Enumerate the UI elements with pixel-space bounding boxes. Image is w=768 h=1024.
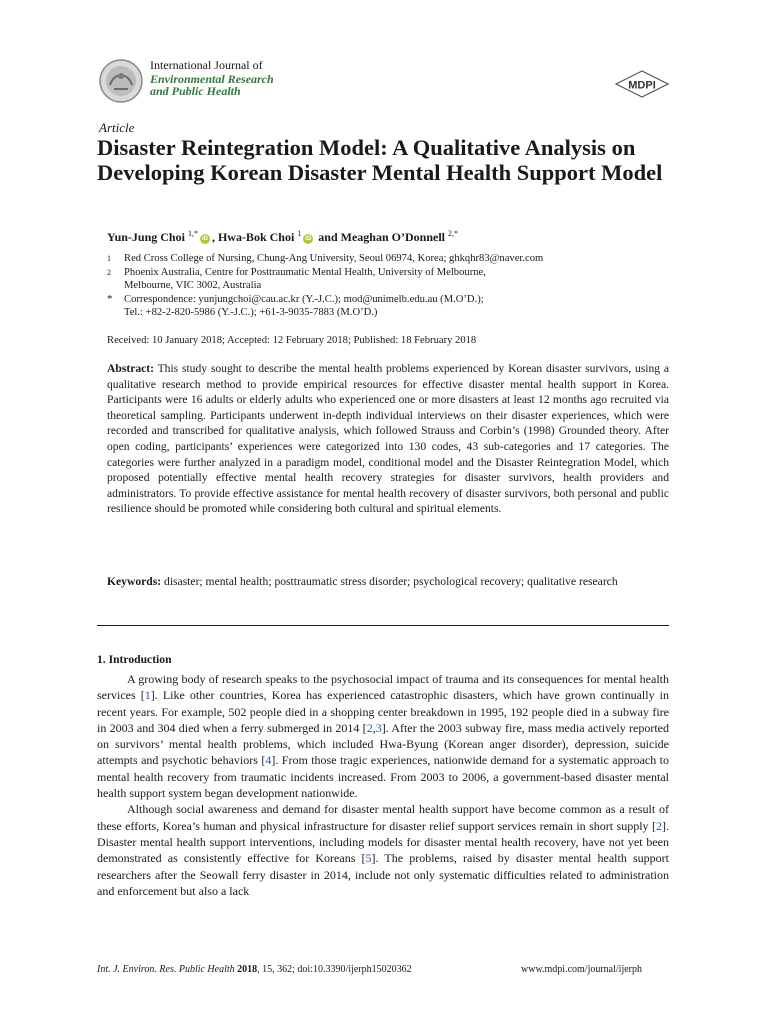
- paragraph-text: ]. After the 2003 subway fire, mass media actively reported on survivors’ mental health problems, which included Hwa-Byung (Korean anger disorder), depression, suicide attempts and psychotic behaviors [: [97, 720, 670, 768]
- affiliation-marker: 1: [107, 254, 111, 263]
- keywords-label: Keywords:: [107, 575, 162, 588]
- citation-link[interactable]: 2: [656, 818, 662, 833]
- section-body: [97, 671, 669, 899]
- author-name[interactable]: Hwa-Bok Choi: [217, 230, 295, 244]
- orcid-icon[interactable]: iD: [305, 236, 312, 242]
- author-name[interactable]: Yun-Jung Choi: [107, 230, 185, 244]
- affiliation-text: Red Cross College of Nursing, Chung-Ang University, Seoul 06974, Korea; ghkqhr83@naver.com: [124, 253, 544, 264]
- paragraph-text: ]. From those tragic experiences, nationwide demand for a systematic approach to mental health recovery from traumatic incidents increased. From 2003 to 2006, a government-based disaster mental health support system began development nationwide.: [97, 753, 669, 801]
- keywords: [107, 574, 669, 590]
- citation-link[interactable]: 3: [375, 720, 382, 735]
- journal-name-line1: International Journal of: [150, 58, 263, 72]
- paragraph-text: ]. Disaster mental health support interventions, including models for disaster mental health recovery, have not yet been demonstrated as consistently effective for Koreans [: [97, 818, 669, 866]
- author-name[interactable]: Meaghan O’Donnell: [340, 230, 445, 244]
- orcid-icon[interactable]: iD: [201, 236, 208, 242]
- abstract-text: This study sought to describe the mental health problems experienced by Korean disaster survivors, using a qualitative research method to provide empirical resources for effective disaster mental health support in Korea. Participants were 16 adults or elderly adults who experienced one or more disasters at least 12 months ago recruited via theoretical sampling. Participants underwent in-depth individual interviews on their disaster experiences, which were recorded and transcribed for qualitative analysis, which followed Strauss and Corbin’s (1998) Grounded theory. After open coding, participants’ experiences were categorized into 130 codes, 43 sub-categories and 17 categories. The categories were further analyzed in a paradigm model, conditional model and the Disaster Reintegration Model, which proposed potentially effective mental health recovery strategies for disaster survivors, health providers and administrators. To provide effective assistance for mental health recovery of disaster survivors, both personal and public resilience should be promoted while considering both cultural and spiritual elements.: [107, 362, 669, 516]
- section-heading: 1. Introduction: [97, 653, 172, 666]
- correspondence-phone: Tel.: +82-2-820-5986 (Y.-J.C.); +61-3-9035-7883 (M.O’D.): [124, 307, 378, 318]
- keywords-text: disaster; mental health; posttraumatic stress disorder; psychological recovery; qualitative research: [164, 575, 618, 588]
- journal-name-line3: and Public Health: [150, 84, 241, 98]
- affiliation-text: Melbourne, VIC 3002, Australia: [124, 280, 262, 291]
- mdpi-logo-text: MDPI: [628, 79, 656, 92]
- paragraph-text: ]. Like other countries, Korea has experienced catastrophic disasters, which have grown continually in recent years. For example, 502 people died in a shopping center breakdown in 1995, 192 people died in a subway fire in 2003 and 304 died when a ferry submerged in 2014 [: [97, 688, 669, 735]
- paragraph: [97, 801, 669, 899]
- abstract-label: Abstract:: [107, 362, 155, 375]
- affiliation-text: Phoenix Australia, Centre for Posttraumatic Mental Health, University of Melbourne,: [124, 266, 486, 278]
- journal-abbrev: Int. J. Environ. Res. Public Health: [97, 964, 235, 975]
- affiliations: [107, 252, 667, 320]
- author-list: Yun-Jung Choi $^{1,*}$iD , Hwa-Bok Choi $^1$iD and Meaghan O’Donnell $^{2,*}$: [107, 229, 458, 244]
- mdpi-logo-icon: [614, 70, 670, 98]
- paragraph-text: ]. The problems, raised by disaster mental health support researchers after the Seowall ferry disaster in 2014, include not only systematic difficulties related to administration and enforcement but also a lack: [97, 851, 669, 898]
- citation-link[interactable]: 1: [144, 688, 151, 703]
- correspondence-text[interactable]: Correspondence: yunjungchoi@cau.ac.kr (Y.-J.C.); mod@unimelb.edu.au (M.O’D.);: [124, 293, 484, 305]
- citation-link[interactable]: 5: [365, 851, 372, 866]
- article-title: Disaster Reintegration Model: A Qualitative Analysis on Developing Korean Disaster Mental Health Support Model: [97, 135, 663, 185]
- footer-year: 2018: [237, 964, 258, 975]
- journal-url[interactable]: www.mdpi.com/journal/ijerph: [521, 964, 642, 975]
- citation-link[interactable]: 4: [265, 753, 272, 768]
- author-connector: and: [318, 230, 338, 244]
- paragraph: A growing body of research speaks to the psychosocial impact of trauma and its consequences for mental health services [1]. Like other countries, Korea has experienced catastrophic disasters, which have grown continually in recent years. For example, 502 people died in a shopping center breakdown in 1995, 192 people died in a subway fire in 2003 and 304 died when a ferry submerged in 2014 [2,3]. After the 2003 subway fire, mass media actively reported on survivors’ mental health problems, which included Hwa-Byung (Korean anger disorder), depression, suicide attempts and psychotic behaviors [4]. From those tragic experiences, nationwide demand for a systematic approach to mental health recovery from traumatic incidents increased. From 2003 to 2006, a government-based disaster mental health support system began development nationwide.: [97, 672, 670, 801]
- correspondence: [107, 293, 667, 320]
- publication-dates: Received: 10 January 2018; Accepted: 12 February 2018; Published: 18 February 2018: [107, 335, 477, 346]
- article-type: Article: [99, 120, 135, 135]
- footer-doi: , 15, 362; doi:10.3390/ijerph15020362: [257, 964, 412, 975]
- journal-logo-icon: [98, 58, 144, 104]
- paragraph-text: A growing body of research speaks to the psychosocial impact of trauma and its consequences for mental health services [: [97, 672, 669, 703]
- correspondence-marker: *: [107, 292, 113, 305]
- affiliation-marker: 2: [107, 267, 111, 277]
- citation-footer: [97, 964, 412, 975]
- affiliation-1: [107, 252, 667, 266]
- author-affil-sup: 1: [297, 229, 302, 238]
- affiliation-2: [107, 266, 667, 293]
- paragraph-text: Although social awareness and demand for disaster mental health support have become common as a result of these efforts, Korea’s human and physical infrastructure for disaster relief support services remain in short supply [: [97, 802, 669, 833]
- journal-name-line2: Environmental Research: [150, 72, 274, 86]
- citation-link[interactable]: 2: [366, 720, 373, 735]
- author-affil-sup: 2,*: [448, 229, 458, 238]
- abstract: [107, 361, 669, 517]
- section-divider: [97, 625, 669, 626]
- author-affil-sup: 1,*: [187, 229, 198, 238]
